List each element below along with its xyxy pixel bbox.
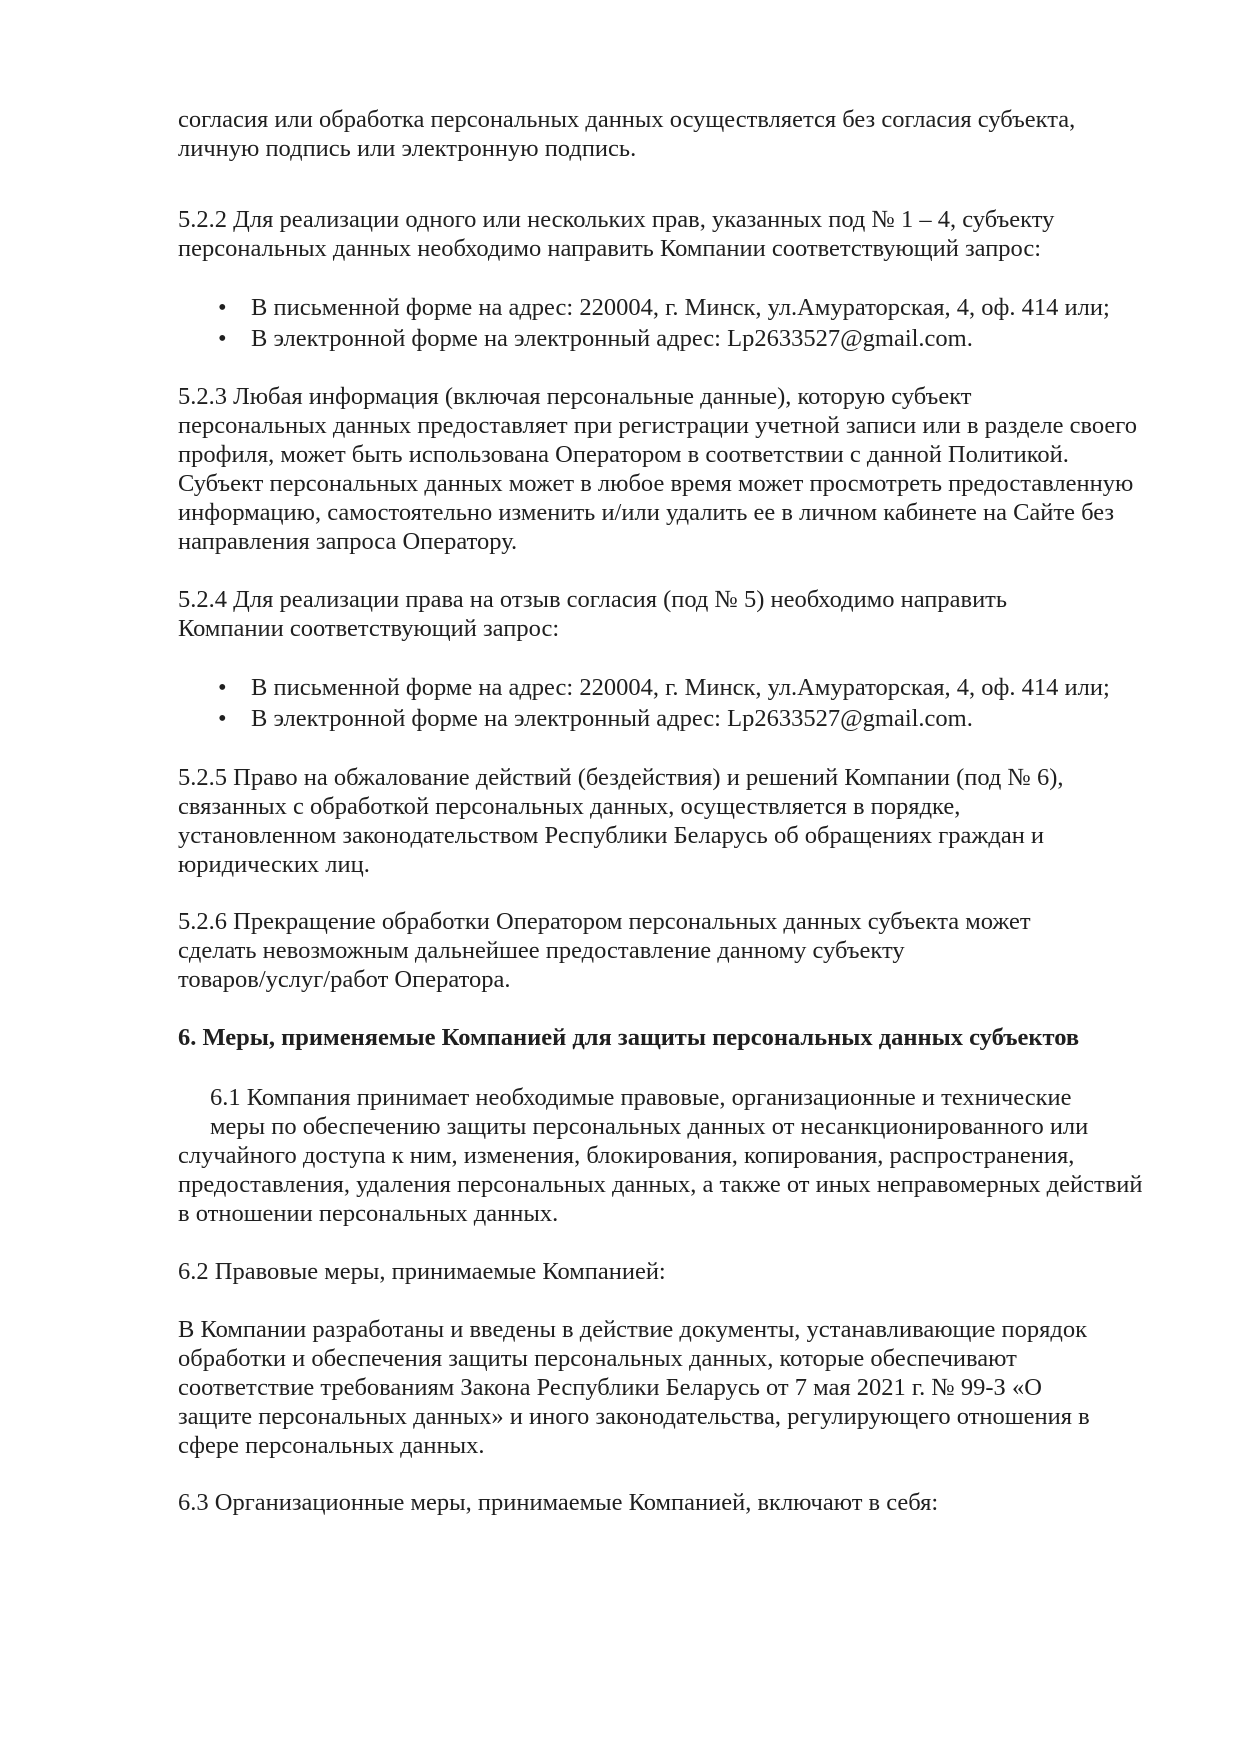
text-line: персональных данных предоставляет при регистрации учетной записи или в разделе своего [178, 412, 1137, 439]
bullet-list-requests-2 [178, 672, 1110, 734]
list-item [178, 323, 1110, 354]
text-line: соответствие требованиям Закона Республики Беларусь от 7 мая 2021 г. № 99-З «О [178, 1374, 1042, 1401]
bullet-icon: • [218, 674, 227, 701]
list-item [178, 292, 1110, 323]
paragraph-6-3 [178, 1488, 938, 1517]
paragraph-5-2-6 [178, 907, 1031, 994]
list-item [178, 703, 1110, 734]
list-item-text: В электронной форме на электронный адрес: Lp2633527@gmail.com. [251, 325, 973, 352]
text-line: Компании соответствующий запрос: [178, 615, 560, 642]
bullet-icon: • [218, 294, 227, 321]
text-line: 5.2.5 Право на обжалование действий (бездействия) и решений Компании (под № 6), [178, 764, 1064, 791]
text-line: обработки и обеспечения защиты персональных данных, которые обеспечивают [178, 1345, 1017, 1372]
text-line: 5.2.6 Прекращение обработки Оператором персональных данных субъекта может [178, 908, 1031, 935]
paragraph-6-1 [178, 1083, 1143, 1228]
list-item [178, 672, 1110, 703]
text-line: В Компании разработаны и введены в действие документы, устанавливающие порядок [178, 1316, 1088, 1343]
text-line: сфере персональных данных. [178, 1432, 485, 1459]
paragraph-6-2 [178, 1257, 666, 1286]
text-line: установленном законодательством Республики Беларусь об обращениях граждан и [178, 822, 1045, 849]
list-item-text: В письменной форме на адрес: 220004, г. Минск, ул.Амураторская, 4, оф. 414 или; [251, 674, 1110, 701]
text-line: 6.3 Организационные меры, принимаемые Компанией, включают в себя: [178, 1489, 939, 1516]
text-line: персональных данных необходимо направить Компании соответствующий запрос: [178, 235, 1042, 262]
text-line: меры по обеспечению защиты персональных данных от несанкционированного или [210, 1113, 1089, 1140]
paragraph-6-2-body [178, 1315, 1090, 1460]
text-line: 5.2.4 Для реализации права на отзыв согласия (под № 5) необходимо направить [178, 586, 1008, 613]
paragraph-5-2-2 [178, 205, 1054, 263]
text-line: Субъект персональных данных может в любое время может просмотреть предоставленную [178, 470, 1134, 497]
paragraph-5-2-3 [178, 382, 1137, 556]
text-line: 5.2.2 Для реализации одного или нескольких прав, указанных под № 1 – 4, субъекту [178, 206, 1055, 233]
text-line: личную подпись или электронную подпись. [178, 135, 637, 162]
list-item-text: В электронной форме на электронный адрес: Lp2633527@gmail.com. [251, 705, 973, 732]
section-heading-6: 6. Меры, применяемые Компанией для защиты персональных данных субъектов [178, 1024, 1080, 1051]
text-line: 5.2.3 Любая информация (включая персональные данные), которую субъект [178, 383, 972, 410]
text-line: направления запроса Оператору. [178, 528, 518, 555]
bullet-list-requests-1 [178, 292, 1110, 354]
text-line: 6.1 Компания принимает необходимые правовые, организационные и технические [210, 1084, 1072, 1111]
text-line: предоставления, удаления персональных данных, а также от иных неправомерных действий [178, 1171, 1143, 1198]
text-line: юридических лиц. [178, 851, 370, 878]
text-line: информацию, самостоятельно изменить и/или удалить ее в личном кабинете на Сайте без [178, 499, 1115, 526]
paragraph-5-2-5 [178, 763, 1064, 879]
text-line: связанных с обработкой персональных данных, осуществляется в порядке, [178, 793, 961, 820]
text-line: в отношении персональных данных. [178, 1200, 559, 1227]
text-line: случайного доступа к ним, изменения, блокирования, копирования, распространения, [178, 1142, 1075, 1169]
bullet-icon: • [218, 705, 227, 732]
text-line: 6.2 Правовые меры, принимаемые Компанией: [178, 1258, 666, 1285]
text-line: согласия или обработка персональных данных осуществляется без согласия субъекта, [178, 106, 1076, 133]
text-line: защите персональных данных» и иного законодательства, регулирующего отношения в [178, 1403, 1090, 1430]
text-line: товаров/услуг/работ Оператора. [178, 966, 511, 993]
list-item-text: В письменной форме на адрес: 220004, г. Минск, ул.Амураторская, 4, оф. 414 или; [251, 294, 1110, 321]
text-line: сделать невозможным дальнейшее предоставление данному субъекту [178, 937, 905, 964]
text-line: профиля, может быть использована Оператором в соответствии с данной Политикой. [178, 441, 1069, 468]
bullet-icon: • [218, 325, 227, 352]
paragraph-continuation [178, 105, 1075, 163]
paragraph-5-2-4 [178, 585, 1007, 643]
